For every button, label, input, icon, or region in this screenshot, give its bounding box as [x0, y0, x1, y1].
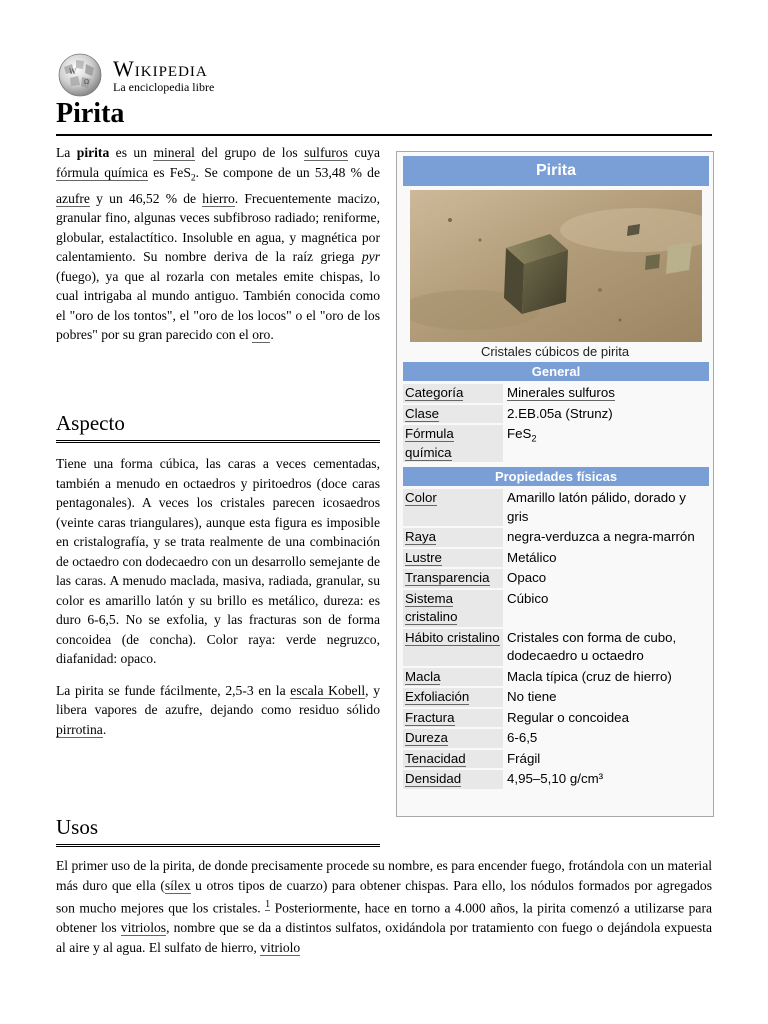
link-silex[interactable]: sílex [164, 877, 191, 893]
table-row [403, 384, 709, 403]
wikipedia-globe-logo[interactable] [56, 52, 104, 98]
bold-term: pirita [76, 145, 110, 160]
value-formula-quimica: FeS$_2$ [507, 426, 537, 444]
link-mineral[interactable]: mineral [153, 145, 195, 160]
text-run: cuya [347, 145, 380, 160]
italic-term: pyr [361, 249, 380, 265]
text-run: y un 46,52 % de [89, 190, 203, 206]
infobox-physical-table [403, 487, 709, 791]
link-oro[interactable]: oro [252, 327, 271, 343]
property-value: Cúbico [507, 590, 549, 606]
property-key[interactable]: Tenacidad [405, 750, 466, 766]
property-value: Frágil [507, 750, 541, 766]
table-row [403, 750, 709, 769]
property-value: Macla típica (cruz de hierro) [507, 668, 672, 684]
property-value: negra-verduzca a negra-marrón [507, 529, 695, 544]
property-value: 6-6,5 [507, 730, 538, 745]
page-title: Pirita [56, 96, 712, 136]
key-categoria[interactable]: Categoría [405, 385, 464, 400]
text-run: , nombre que se da a distintos sulfatos, oxidándola por tratamiento con fuego o dejándola expuesta al aire y al agua. El sulfato de hierro, [56, 920, 712, 955]
value-clase: 2.EB.05a (Strunz) [507, 405, 613, 421]
site-header [56, 52, 356, 98]
text-run: La [56, 145, 77, 160]
subscript: 2 [190, 173, 196, 184]
table-row [403, 629, 709, 666]
text-run: , y libera vapores de azufre, dejando como residuo sólido [56, 682, 380, 717]
property-value: Regular o concoidea [507, 709, 629, 725]
table-row [403, 425, 709, 462]
text-run: . [270, 327, 274, 343]
link-hierro[interactable]: hierro [202, 190, 235, 206]
table-row [403, 590, 709, 627]
pyrite-crystals-image[interactable] [410, 190, 702, 342]
property-value: Cristales con forma de cubo, dodecaedro u octaedro [507, 629, 677, 663]
property-value: 4,95–5,10 g/cm³ [507, 771, 604, 786]
link-vitriolos[interactable]: vitriolos [120, 920, 167, 936]
table-row [403, 668, 709, 687]
svg-text:W: W [69, 68, 77, 76]
property-key[interactable]: Lustre [405, 549, 442, 565]
text-run: La pirita se funde fácilmente, 2,5-3 en la [56, 682, 291, 698]
aspecto-paragraph-1: Tiene una forma cúbica, las caras a veces cementadas, también a menudo en octaedros y piritoedros (doce caras pentagonales). A veces los cristales parecen icosaedros (veinte caras triangulares), aunque esta figura es imposible en cristalografía, y se trata realmente de una combinación de octaedro con dodecaedro con un desarrollo semejante de las caras. A menudo maclada, masiva, radiada, granular, su color es amarillo latón y su brillo es metálico, dureza: es duro 6-6,5. No se exfolia, y las fracturas son de forma concoidea (de concha). Color raya: verde negruzco, diafanidad: opaco. [56, 456, 380, 666]
text-run: es un [109, 145, 154, 160]
pyrite-photo-illustration [410, 190, 702, 342]
property-key[interactable]: Color [405, 490, 437, 505]
table-row [403, 489, 709, 526]
text-run: Posteriormente, hace en torno a 4.000 años, la pirita comenzó a utilizarse para obtener los [56, 900, 713, 936]
property-key[interactable]: Raya [405, 529, 437, 544]
property-key[interactable]: Sistema cristalino [405, 590, 458, 624]
table-row [403, 688, 709, 707]
link-sulfuros[interactable]: sulfuros [304, 145, 348, 160]
property-key[interactable]: Dureza [405, 730, 448, 745]
table-row [403, 569, 709, 588]
property-key[interactable]: Densidad [405, 771, 462, 786]
link-pirrotina[interactable]: pirrotina [56, 721, 103, 737]
table-row [403, 528, 709, 547]
infobox-section-general: General [403, 362, 709, 381]
key-formula-quimica[interactable]: Fórmula química [405, 426, 454, 460]
link-formula-quimica[interactable]: fórmula química [56, 164, 149, 180]
link-escala-kobell[interactable]: escala Kobell [290, 682, 366, 698]
usos-paragraph [56, 856, 712, 957]
property-key[interactable]: Exfoliación [405, 689, 470, 704]
text-run: . Se compone de un 53,48 % de [195, 164, 380, 180]
property-value: Amarillo latón pálido, dorado y gris [507, 490, 686, 524]
text-run: . [102, 721, 107, 737]
heading-aspecto: Aspecto [56, 410, 380, 443]
table-row [403, 549, 709, 568]
table-row [403, 770, 709, 789]
value-categoria[interactable]: Minerales sulfuros [507, 385, 615, 400]
infobox [396, 151, 714, 817]
property-value: No tiene [507, 689, 557, 704]
property-key[interactable]: Fractura [405, 709, 455, 725]
usos-section [56, 856, 712, 957]
infobox-section-propiedades: Propiedades físicas [403, 467, 709, 486]
link-azufre[interactable]: azufre [56, 190, 90, 206]
table-row [403, 405, 709, 424]
property-key[interactable]: Hábito cristalino [405, 629, 500, 645]
link-vitriolo[interactable]: vitriolo [260, 939, 301, 955]
table-row [403, 729, 709, 748]
text-run: . Frecuentemente macizo, granular fino, algunas veces subfibroso radiado; reniforme, globular, estalactítico. Insoluble en agua, y magnética por calentamiento. Su nombre deriva de la raíz griega [56, 190, 380, 265]
site-tagline: La enciclopedia libre [113, 80, 215, 94]
svg-text:Ω: Ω [84, 79, 89, 86]
text-run: es FeS [148, 164, 191, 180]
property-value: Metálico [507, 549, 557, 565]
key-clase[interactable]: Clase [405, 405, 439, 421]
site-brand[interactable]: Wikipedia [113, 56, 208, 81]
aspecto-paragraph-2 [56, 681, 380, 740]
image-caption: Cristales cúbicos de pirita [480, 344, 630, 359]
heading-usos: Usos [56, 814, 380, 847]
property-key[interactable]: Macla [405, 668, 441, 684]
intro-paragraph [56, 143, 380, 345]
text-run: El primer uso de la pirita, de donde precisamente procede su nombre, es para encender fuego, frotándola con un material más duro que ella ( [56, 858, 713, 893]
infobox-title: Pirita [403, 156, 709, 186]
text-run: del grupo de los [194, 145, 305, 160]
table-row [403, 709, 709, 728]
intro-section [56, 143, 380, 357]
text-run: u otros tipos de cuarzo) para obtener chispas. Para ello, los nódulos formados por agregados son mucho mejores que los cristales. [56, 877, 713, 916]
infobox-general-table [403, 382, 709, 464]
text-run: (fuego), ya que al rozarla con metales emite chispas, lo cual intrigaba al mundo antiguo. También conocida como el "oro de los tontos", el "oro de los locos" o el "oro de los pobres" por su gran parecido con el [56, 268, 380, 343]
property-value: Opaco [507, 570, 547, 585]
reference-1[interactable]: 1 [265, 899, 271, 910]
property-key[interactable]: Transparencia [405, 570, 490, 585]
aspecto-section [56, 454, 380, 751]
